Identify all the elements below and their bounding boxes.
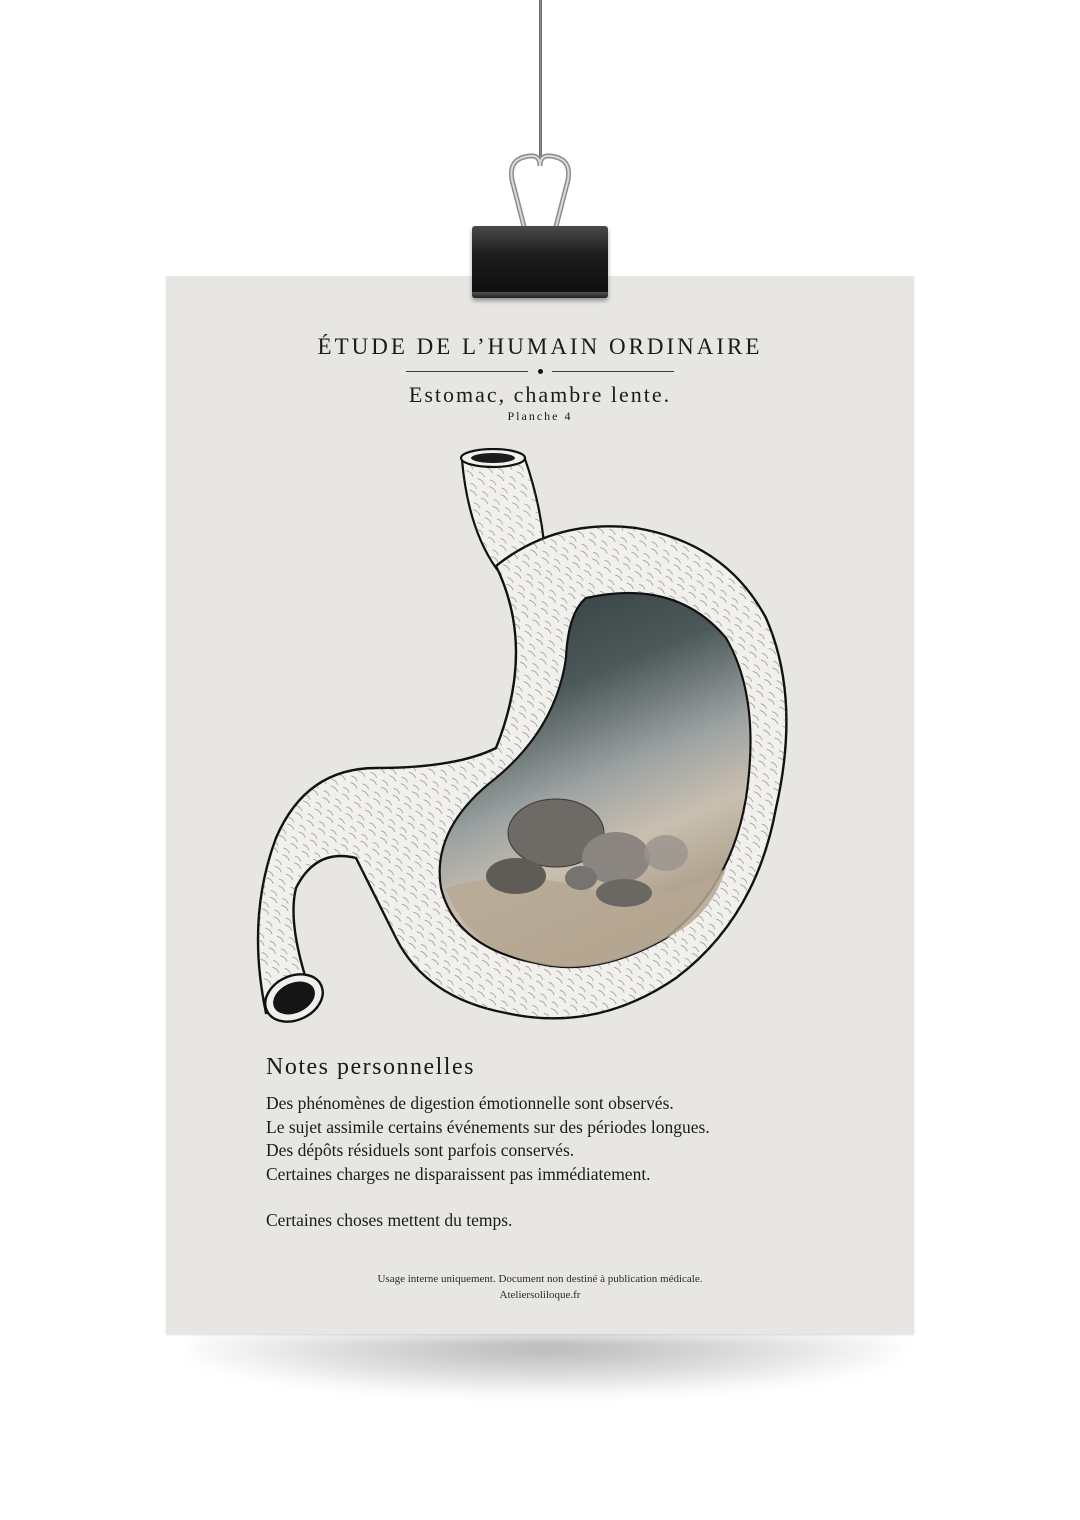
notes-body: [266, 1092, 826, 1233]
poster-subtitle: Estomac, chambre lente.: [408, 382, 672, 407]
poster-title: ÉTUDE DE L’HUMAIN ORDINAIRE: [317, 334, 763, 359]
title-divider: [406, 370, 674, 374]
stomach-illustration: [256, 448, 816, 1028]
binder-clip: [472, 226, 608, 298]
note-line: Des phénomènes de digestion émotionnelle sont observés.: [266, 1093, 674, 1113]
sheet-shadow: [190, 1335, 900, 1395]
footer-site-link[interactable]: Ateliersoliloque.fr: [499, 1289, 581, 1301]
note-line: Des dépôts résiduels sont parfois conservés.: [266, 1140, 575, 1160]
footer-disclaimer: Usage interne uniquement. Document non destiné à publication médicale.: [377, 1273, 703, 1285]
notes-gap: [266, 1186, 826, 1209]
note-line: Le sujet assimile certains événements sur des périodes longues.: [266, 1116, 710, 1137]
plate-number: Planche 4: [507, 409, 573, 423]
notes-heading: Notes personnelles: [266, 1054, 475, 1080]
note-line: Certaines charges ne disparaissent pas immédiatement.: [266, 1163, 651, 1184]
poster-sheet: [166, 276, 914, 1334]
note-closing: Certaines choses mettent du temps.: [266, 1210, 513, 1230]
